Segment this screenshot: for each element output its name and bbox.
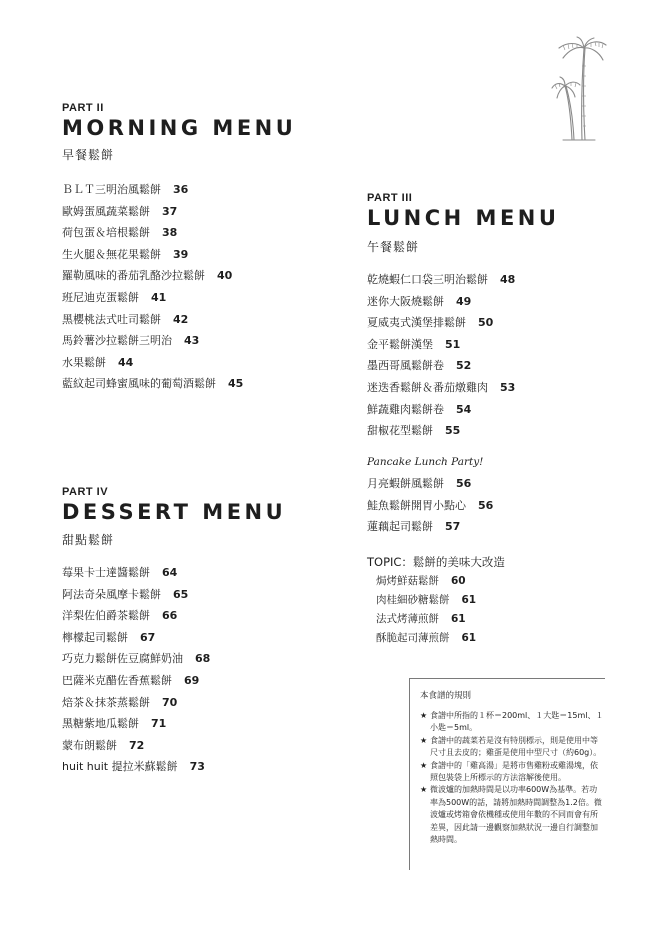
list-item <box>62 222 243 244</box>
star-icon: ★ <box>420 711 428 720</box>
palm-tree-icon <box>551 36 609 144</box>
list-item <box>367 291 515 313</box>
topic-list <box>376 572 476 648</box>
item-page: 56 <box>478 498 494 512</box>
item-name: 歐姆蛋風蔬菜鬆餅 <box>62 204 150 218</box>
list-item <box>62 648 210 670</box>
item-page: 72 <box>129 738 145 752</box>
list-item <box>376 610 476 629</box>
item-page: 40 <box>217 269 233 283</box>
list-item <box>62 627 210 649</box>
item-name: 洋梨佐伯爵茶鬆餅 <box>62 609 150 623</box>
item-page: 54 <box>456 402 472 416</box>
recipe-rules-box <box>409 678 605 870</box>
item-page: 44 <box>118 355 134 369</box>
item-name: 水果鬆餅 <box>62 355 106 369</box>
item-page: 38 <box>162 226 178 240</box>
part3-label: PART III <box>367 192 413 204</box>
item-page: 45 <box>228 377 244 391</box>
item-name: 焗烤鮮菇鬆餅 <box>376 575 439 587</box>
list-item <box>62 584 210 606</box>
item-name: 鮭魚鬆餅開胃小點心 <box>367 498 466 512</box>
item-page: 69 <box>184 673 200 687</box>
list-item <box>367 495 493 517</box>
item-name: 黑櫻桃法式吐司鬆餅 <box>62 312 161 326</box>
part4-label: PART IV <box>62 486 109 498</box>
part3-title: LUNCH MENU <box>367 206 560 230</box>
star-icon: ★ <box>420 785 428 795</box>
rule-item <box>420 735 605 760</box>
list-item <box>62 670 210 692</box>
item-name: 阿法奇朵風摩卡鬆餅 <box>62 587 161 601</box>
item-name: 巴薩米克醋佐香蕉鬆餅 <box>62 673 172 687</box>
list-item <box>367 312 515 334</box>
party-title: Pancake Lunch Party! <box>367 456 484 468</box>
part3-list <box>367 269 515 442</box>
list-item <box>367 516 493 538</box>
recipe-rules-list <box>420 710 605 846</box>
item-name: 法式烤薄煎餅 <box>376 613 439 625</box>
item-page: 60 <box>451 575 466 587</box>
item-page: 55 <box>445 424 461 438</box>
part4-list <box>62 562 210 778</box>
item-page: 51 <box>445 337 461 351</box>
list-item <box>376 591 476 610</box>
item-name: 荷包蛋＆培根鬆餅 <box>62 226 150 240</box>
item-page: 64 <box>162 566 178 579</box>
item-name: ＢＬＴ三明治風鬆餅 <box>62 183 161 196</box>
list-item <box>62 179 243 201</box>
part3-subtitle: 午餐鬆餅 <box>367 240 420 254</box>
item-page: 43 <box>184 334 200 348</box>
list-item <box>62 735 210 757</box>
rule-text: 食譜中所指的１杯＝200ml、１大匙＝15ml、１小匙＝5ml。 <box>430 711 604 733</box>
list-item <box>367 355 515 377</box>
list-item <box>367 399 515 421</box>
rule-text: 食譜中的「雞高湯」是將市售雞粉或雞湯塊，依照包裝袋上所標示的方法溶解後使用。 <box>430 760 598 783</box>
item-name: 酥脆起司薄煎餅 <box>376 632 450 644</box>
item-name: 檸檬起司鬆餅 <box>62 630 128 644</box>
party-list <box>367 473 493 538</box>
item-page: 52 <box>456 359 472 373</box>
list-item <box>367 473 493 495</box>
part2-title: MORNING MENU <box>62 116 297 140</box>
part2-subtitle: 早餐鬆餅 <box>62 148 115 162</box>
item-page: 68 <box>195 652 211 666</box>
item-page: 37 <box>162 204 178 218</box>
item-name: 馬鈴薯沙拉鬆餅三明治 <box>62 334 172 348</box>
item-page: 39 <box>173 247 189 261</box>
rule-item <box>420 784 605 846</box>
recipe-rules-title: 本食譜的規則 <box>420 691 472 701</box>
rule-item <box>420 710 605 735</box>
item-name: 迷你大阪燒鬆餅 <box>367 294 444 308</box>
list-item <box>367 377 515 399</box>
list-item <box>367 334 515 356</box>
star-icon: ★ <box>420 760 428 770</box>
item-page: 50 <box>478 316 494 330</box>
item-page: 66 <box>162 609 178 623</box>
list-item <box>62 756 210 778</box>
item-name: 班尼迪克蛋鬆餅 <box>62 290 139 304</box>
rule-item <box>420 760 605 785</box>
item-page: 36 <box>173 183 189 196</box>
item-name: 黑糖紫地瓜鬆餅 <box>62 717 139 731</box>
item-page: 61 <box>451 613 466 625</box>
item-name: 巧克力鬆餅佐豆腐鮮奶油 <box>62 652 183 666</box>
item-page: 57 <box>445 520 461 534</box>
list-item <box>62 605 210 627</box>
item-name: 乾燒蝦仁口袋三明治鬆餅 <box>367 273 488 286</box>
item-page: 70 <box>162 695 178 709</box>
list-item <box>62 713 210 735</box>
list-item <box>62 201 243 223</box>
item-name: 生火腿＆無花果鬆餅 <box>62 247 161 261</box>
item-page: 67 <box>140 630 156 644</box>
list-item <box>367 420 515 442</box>
list-item <box>62 330 243 352</box>
item-page: 61 <box>461 632 477 644</box>
item-name: 藍紋起司蜂蜜風味的葡萄酒鬆餅 <box>62 377 216 391</box>
item-page: 71 <box>151 717 167 731</box>
star-icon: ★ <box>420 735 428 745</box>
topic-title: TOPIC：鬆餅的美味大改造 <box>367 555 505 569</box>
item-name: 鮮蔬雞肉鬆餅卷 <box>367 402 444 416</box>
item-name: huit huit 提拉米蘇鬆餅 <box>62 760 178 774</box>
item-page: 48 <box>500 273 516 286</box>
item-name: 肉桂細砂糖鬆餅 <box>376 594 450 606</box>
item-name: 蒙布朗鬆餅 <box>62 738 117 752</box>
item-page: 61 <box>461 594 477 606</box>
item-page: 41 <box>151 290 167 304</box>
part4-subtitle: 甜點鬆餅 <box>62 533 115 547</box>
item-name: 夏威夷式漢堡排鬆餅 <box>367 316 466 330</box>
list-item <box>62 562 210 584</box>
list-item <box>376 629 476 648</box>
item-name: 莓果卡士達醬鬆餅 <box>62 566 150 579</box>
rule-text: 微波爐的加熱時間是以功率600W為基準。若功率為500W的話，請將加熱時間調整為1.2倍。微波爐或烤箱會依機種或使用年數的不同而會有所差異，因此請一邊觀察加熱狀況一邊自行調整加熱時間。 <box>430 785 602 845</box>
item-name: 甜椒花型鬆餅 <box>367 424 433 438</box>
list-item <box>62 373 243 395</box>
item-page: 73 <box>189 760 205 774</box>
list-item <box>62 287 243 309</box>
item-page: 53 <box>500 380 516 394</box>
item-name: 蓮藕起司鬆餅 <box>367 520 433 534</box>
item-name: 墨西哥風鬆餅卷 <box>367 359 444 373</box>
item-name: 迷迭香鬆餅＆番茄燉雞肉 <box>367 380 488 394</box>
item-page: 56 <box>456 477 472 490</box>
item-name: 羅勒風味的番茄乳酪沙拉鬆餅 <box>62 269 205 283</box>
item-page: 49 <box>456 294 472 308</box>
item-name: 焙茶＆抹茶蒸鬆餅 <box>62 695 150 709</box>
list-item <box>62 309 243 331</box>
item-page: 42 <box>173 312 189 326</box>
list-item <box>62 244 243 266</box>
part2-list <box>62 179 243 395</box>
list-item <box>367 269 515 291</box>
rule-text: 食譜中的蔬菜若是沒有特別標示，則是使用中等尺寸且去皮的；雞蛋是使用中型尺寸（約60g）。 <box>430 735 602 758</box>
list-item <box>376 572 476 591</box>
list-item <box>62 692 210 714</box>
item-name: 金平鬆餅漢堡 <box>367 337 433 351</box>
item-page: 65 <box>173 587 189 601</box>
part2-label: PART II <box>62 102 104 114</box>
list-item <box>62 265 243 287</box>
part4-title: DESSERT MENU <box>62 500 287 524</box>
list-item <box>62 352 243 374</box>
item-name: 月亮蝦餅風鬆餅 <box>367 477 444 490</box>
